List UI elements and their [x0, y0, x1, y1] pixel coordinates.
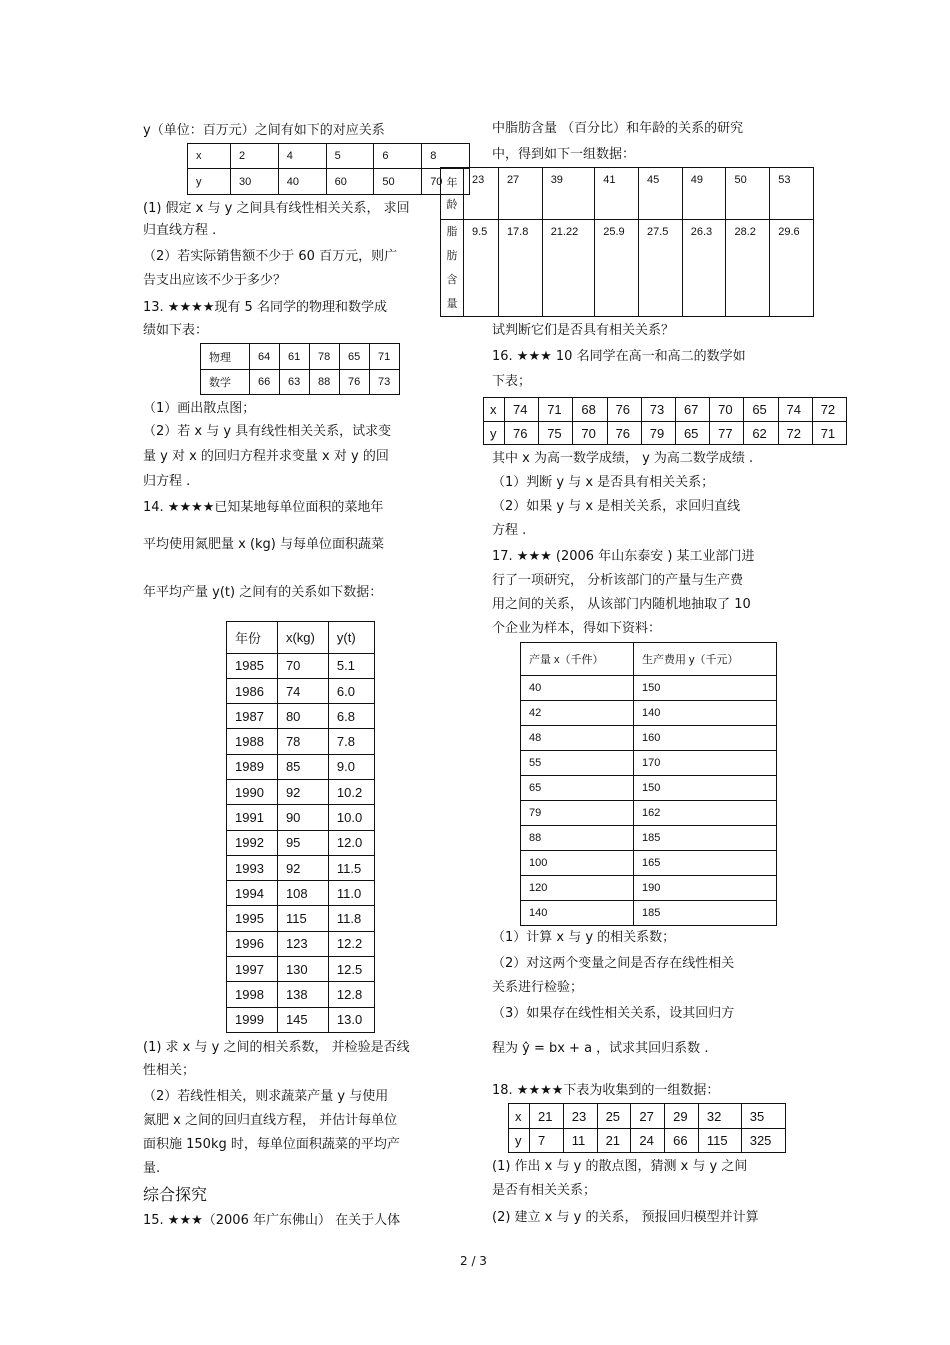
- table-row: [227, 805, 375, 830]
- table-cell: 130: [277, 956, 328, 981]
- table-cell: 71: [370, 344, 400, 370]
- table-cell: 68: [573, 398, 607, 422]
- table-cell: 11.0: [328, 881, 374, 906]
- text-line: 关系进行检验；: [492, 980, 584, 995]
- table-cell: 115: [698, 1129, 741, 1153]
- table-cell: 1991: [227, 805, 278, 830]
- table-cell: 65: [340, 344, 370, 370]
- table-cell: x: [188, 144, 231, 169]
- table-cell: 数学: [201, 370, 250, 395]
- table-cell: 1986: [227, 678, 278, 703]
- table-cell: 115: [277, 906, 328, 931]
- text-line: 中，得到如下一组数据：: [492, 147, 636, 162]
- text-line: 氮肥 x 之间的回归直线方程， 并估计每单位: [143, 1113, 398, 1128]
- text-line: 下表；: [492, 374, 532, 389]
- table-cell: 95: [277, 830, 328, 855]
- table-header: 产量 x（千件）: [521, 643, 634, 676]
- age-fat-table: [440, 167, 814, 317]
- table-cell: 23: [464, 168, 499, 220]
- table-cell: 6.8: [328, 704, 374, 729]
- text-line: y（单位：百万元）之间有如下的对应关系: [143, 123, 385, 138]
- table-cell: 17.8: [498, 220, 542, 317]
- table-cell: 120: [521, 875, 634, 900]
- table-cell: 64: [250, 344, 280, 370]
- sales-table: [187, 143, 470, 195]
- table-cell: 11: [563, 1129, 597, 1153]
- table-cell: 5: [326, 144, 374, 169]
- table-cell: 1985: [227, 653, 278, 678]
- table-cell: 1994: [227, 881, 278, 906]
- text-line: 绩如下表：: [143, 323, 209, 338]
- text-line: （2）若 x 与 y 具有线性相关关系，试求变: [143, 424, 392, 439]
- table-row: [521, 725, 777, 750]
- table-cell: 72: [812, 398, 846, 422]
- table-cell: 123: [277, 931, 328, 956]
- text-line: （1）判断 y 与 x 是否具有相关关系；: [492, 475, 715, 490]
- table-cell: 185: [634, 900, 777, 925]
- table-cell: x: [509, 1104, 530, 1129]
- table-row: [227, 653, 375, 678]
- table-cell: 23: [563, 1104, 597, 1129]
- table-cell: 72: [778, 422, 812, 445]
- table-cell: 9.5: [464, 220, 499, 317]
- text-line: （2）如果 y 与 x 是相关关系，求回归直线: [492, 499, 741, 514]
- table-cell: 39: [542, 168, 595, 220]
- table-cell: 1997: [227, 956, 278, 981]
- page-number: 2 / 3: [460, 1254, 487, 1268]
- table-cell: 63: [280, 370, 310, 395]
- table-cell: 10.0: [328, 805, 374, 830]
- table-cell: 21: [597, 1129, 631, 1153]
- table-cell: 29: [665, 1104, 699, 1129]
- text-line: 性相关；: [143, 1063, 196, 1078]
- table-cell: 70: [710, 398, 744, 422]
- table-row: [227, 830, 375, 855]
- text-line: 程为 ŷ = bx + a ，试求其回归系数 .: [492, 1041, 709, 1056]
- table-cell: 25.9: [595, 220, 639, 317]
- table-cell: 27.5: [638, 220, 682, 317]
- table-cell: 71: [812, 422, 846, 445]
- table-cell: 12.0: [328, 830, 374, 855]
- table-cell: 100: [521, 850, 634, 875]
- table-cell: 60: [326, 169, 374, 195]
- table-cell: y: [484, 422, 505, 445]
- text-line: (2) 建立 x 与 y 的关系， 预报回归模型并计算: [492, 1210, 759, 1225]
- table-row: [227, 678, 375, 703]
- fertilizer-table: [226, 621, 375, 1033]
- table-cell: 28.2: [726, 220, 770, 317]
- table-cell: 27: [631, 1104, 665, 1129]
- text-line: 用之间的关系， 从该部门内随机地抽取了 10: [492, 597, 751, 612]
- table-cell: 73: [641, 398, 675, 422]
- table-cell: 170: [634, 750, 777, 775]
- table-cell: 40: [278, 169, 326, 195]
- table-row: [227, 881, 375, 906]
- table-row: [227, 729, 375, 754]
- text-line: （2）若线性相关，则求蔬菜产量 y 与使用: [143, 1089, 389, 1104]
- table-header: y(t): [328, 622, 374, 654]
- table-cell: 5.1: [328, 653, 374, 678]
- table-cell: 65: [521, 775, 634, 800]
- text-line: 个企业为样本，得如下资料：: [492, 621, 662, 636]
- text-line: （3）如果存在线性相关关系，设其回归方: [492, 1006, 735, 1021]
- table-cell: 74: [778, 398, 812, 422]
- table-cell: 29.6: [770, 220, 814, 317]
- text-line: (1) 求 x 与 y 之间的相关系数， 并检验是否线: [143, 1040, 410, 1055]
- table-cell: 140: [634, 700, 777, 725]
- table-cell: 45: [638, 168, 682, 220]
- table-cell: 88: [521, 825, 634, 850]
- table-cell: 1998: [227, 982, 278, 1007]
- table-cell: 76: [607, 422, 641, 445]
- table-row: [227, 931, 375, 956]
- problem-15-title: 15. ★★★（2006 年广东佛山） 在关于人体: [143, 1213, 401, 1228]
- table-row: [521, 850, 777, 875]
- table-cell: 150: [634, 675, 777, 700]
- table-cell: 1988: [227, 729, 278, 754]
- table-cell: 70: [573, 422, 607, 445]
- table-cell: 92: [277, 780, 328, 805]
- table-row: [227, 982, 375, 1007]
- table-cell: 7.8: [328, 729, 374, 754]
- table-cell: 325: [741, 1129, 785, 1153]
- table-cell: 140: [521, 900, 634, 925]
- text-line: 归直线方程 .: [143, 223, 217, 238]
- table-cell: 50: [726, 168, 770, 220]
- table-cell: 6: [374, 144, 422, 169]
- table-cell: 41: [595, 168, 639, 220]
- table-cell: 108: [277, 881, 328, 906]
- table-cell: 13.0: [328, 1007, 374, 1032]
- table-cell: 76: [607, 398, 641, 422]
- table-cell: 11.5: [328, 855, 374, 880]
- table-cell: 74: [505, 398, 539, 422]
- table-row: [521, 675, 777, 700]
- text-line: 量 y 对 x 的回归方程并求变量 x 对 y 的回: [143, 449, 389, 464]
- table-row: [227, 855, 375, 880]
- table-row: [227, 754, 375, 779]
- table-cell: 145: [277, 1007, 328, 1032]
- table-cell: 4: [278, 144, 326, 169]
- text-line: 中脂肪含量 （百分比）和年龄的关系的研究: [492, 121, 744, 136]
- text-line: （1）画出散点图；: [143, 401, 256, 416]
- table-cell: 165: [634, 850, 777, 875]
- table-cell: 21: [530, 1104, 564, 1129]
- table-row: [521, 800, 777, 825]
- text-line: 行了一项研究， 分析该部门的产量与生产费: [492, 573, 744, 588]
- table-cell: 74: [277, 678, 328, 703]
- table-cell: 150: [634, 775, 777, 800]
- physics-math-table: [200, 343, 400, 395]
- table-cell: 2: [231, 144, 279, 169]
- text-line: (1) 假定 x 与 y 之间具有线性相关关系， 求回: [143, 201, 410, 216]
- table-row: [227, 956, 375, 981]
- table-row-label: 年 龄: [441, 168, 464, 220]
- table-cell: 73: [370, 370, 400, 395]
- text-line: (1) 作出 x 与 y 的散点图，猜测 x 与 y 之间: [492, 1159, 748, 1174]
- table-cell: y: [188, 169, 231, 195]
- text-line: 其中 x 为高一数学成绩， y 为高二数学成绩 .: [492, 451, 754, 466]
- table-header: 年份: [227, 622, 278, 654]
- table-cell: 10.2: [328, 780, 374, 805]
- table-row: [521, 825, 777, 850]
- table-cell: 1987: [227, 704, 278, 729]
- table-cell: 21.22: [542, 220, 595, 317]
- table-cell: 30: [231, 169, 279, 195]
- table-cell: 35: [741, 1104, 785, 1129]
- table-row: [521, 700, 777, 725]
- table-row: [521, 900, 777, 925]
- table-cell: 49: [682, 168, 726, 220]
- table-cell: 48: [521, 725, 634, 750]
- text-line: 面积施 150kg 时，每单位面积蔬菜的平均产: [143, 1137, 400, 1152]
- table-cell: 25: [597, 1104, 631, 1129]
- text-line: 年平均产量 y(t) 之间有的关系如下数据：: [143, 585, 383, 600]
- table-cell: 71: [539, 398, 573, 422]
- table-cell: 79: [521, 800, 634, 825]
- table-row: [227, 1007, 375, 1032]
- text-line: 归方程 .: [143, 474, 191, 489]
- table-cell: 27: [498, 168, 542, 220]
- section-heading: 综合探究: [143, 1185, 208, 1204]
- table-cell: 11.8: [328, 906, 374, 931]
- table-cell: 75: [539, 422, 573, 445]
- table-cell: 70: [422, 169, 470, 195]
- problem-14-title: 14. ★★★★已知某地每单位面积的菜地年: [143, 500, 384, 515]
- table-cell: 26.3: [682, 220, 726, 317]
- table-cell: 1989: [227, 754, 278, 779]
- table-cell: 7: [530, 1129, 564, 1153]
- table-cell: 1996: [227, 931, 278, 956]
- text-line: （1）计算 x 与 y 的相关系数；: [492, 930, 676, 945]
- table-cell: 70: [277, 653, 328, 678]
- text-line: 方程 .: [492, 523, 527, 538]
- table-cell: 79: [641, 422, 675, 445]
- table-cell: 77: [710, 422, 744, 445]
- table-cell: 9.0: [328, 754, 374, 779]
- text-line: 平均使用氮肥量 x (kg) 与每单位面积蔬菜: [143, 537, 385, 552]
- table-cell: 76: [505, 422, 539, 445]
- production-cost-table: [520, 642, 777, 926]
- problem-17-title: 17. ★★★ (2006 年山东泰安 ) 某工业部门进: [492, 549, 755, 564]
- table-cell: 160: [634, 725, 777, 750]
- text-line: （2）若实际销售额不少于 60 百万元，则广: [143, 249, 398, 264]
- table-row-label: 脂 肪 含 量: [441, 220, 464, 317]
- table-cell: x: [484, 398, 505, 422]
- table-cell: 12.5: [328, 956, 374, 981]
- table-cell: 1992: [227, 830, 278, 855]
- table-cell: 50: [374, 169, 422, 195]
- table-cell: y: [509, 1129, 530, 1153]
- table-cell: 138: [277, 982, 328, 1007]
- text-line: 是否有相关关系；: [492, 1183, 597, 1198]
- table-row: [227, 906, 375, 931]
- table-header: x(kg): [277, 622, 328, 654]
- table-cell: 76: [340, 370, 370, 395]
- text-line: （2）对这两个变量之间是否存在线性相关: [492, 956, 735, 971]
- table-cell: 12.8: [328, 982, 374, 1007]
- table-cell: 80: [277, 704, 328, 729]
- table-row: [521, 750, 777, 775]
- text-line: 告支出应该不少于多少？: [143, 273, 287, 288]
- text-line: 量.: [143, 1161, 161, 1176]
- problem-13-title: 13. ★★★★现有 5 名同学的物理和数学成: [143, 300, 387, 315]
- problem-18-title: 18. ★★★★下表为收集到的一组数据：: [492, 1083, 720, 1098]
- table-cell: 61: [280, 344, 310, 370]
- table-cell: 40: [521, 675, 634, 700]
- table-row: [521, 775, 777, 800]
- table-row: [521, 875, 777, 900]
- table-cell: 53: [770, 168, 814, 220]
- table-row: [227, 704, 375, 729]
- text-line: 试判断它们是否具有相关关系？: [492, 323, 675, 338]
- table-cell: 1990: [227, 780, 278, 805]
- math-scores-table: [483, 397, 847, 445]
- table-cell: 8: [422, 144, 470, 169]
- table-row: [227, 780, 375, 805]
- table-cell: 66: [665, 1129, 699, 1153]
- table-cell: 88: [310, 370, 340, 395]
- table-cell: 162: [634, 800, 777, 825]
- problem-16-title: 16. ★★★ 10 名同学在高一和高二的数学如: [492, 349, 746, 364]
- table-cell: 65: [744, 398, 778, 422]
- table-cell: 190: [634, 875, 777, 900]
- table-cell: 1999: [227, 1007, 278, 1032]
- table-cell: 55: [521, 750, 634, 775]
- table-cell: 12.2: [328, 931, 374, 956]
- data-table-18: [508, 1103, 786, 1153]
- table-header: 生产费用 y（千元）: [634, 643, 777, 676]
- table-cell: 6.0: [328, 678, 374, 703]
- table-cell: 1995: [227, 906, 278, 931]
- table-cell: 92: [277, 855, 328, 880]
- table-cell: 24: [631, 1129, 665, 1153]
- table-cell: 78: [310, 344, 340, 370]
- table-cell: 32: [698, 1104, 741, 1129]
- table-cell: 42: [521, 700, 634, 725]
- table-cell: 66: [250, 370, 280, 395]
- table-cell: 78: [277, 729, 328, 754]
- table-cell: 85: [277, 754, 328, 779]
- table-cell: 67: [675, 398, 709, 422]
- table-cell: 62: [744, 422, 778, 445]
- table-cell: 185: [634, 825, 777, 850]
- table-cell: 90: [277, 805, 328, 830]
- table-cell: 物理: [201, 344, 250, 370]
- table-cell: 1993: [227, 855, 278, 880]
- table-cell: 65: [675, 422, 709, 445]
